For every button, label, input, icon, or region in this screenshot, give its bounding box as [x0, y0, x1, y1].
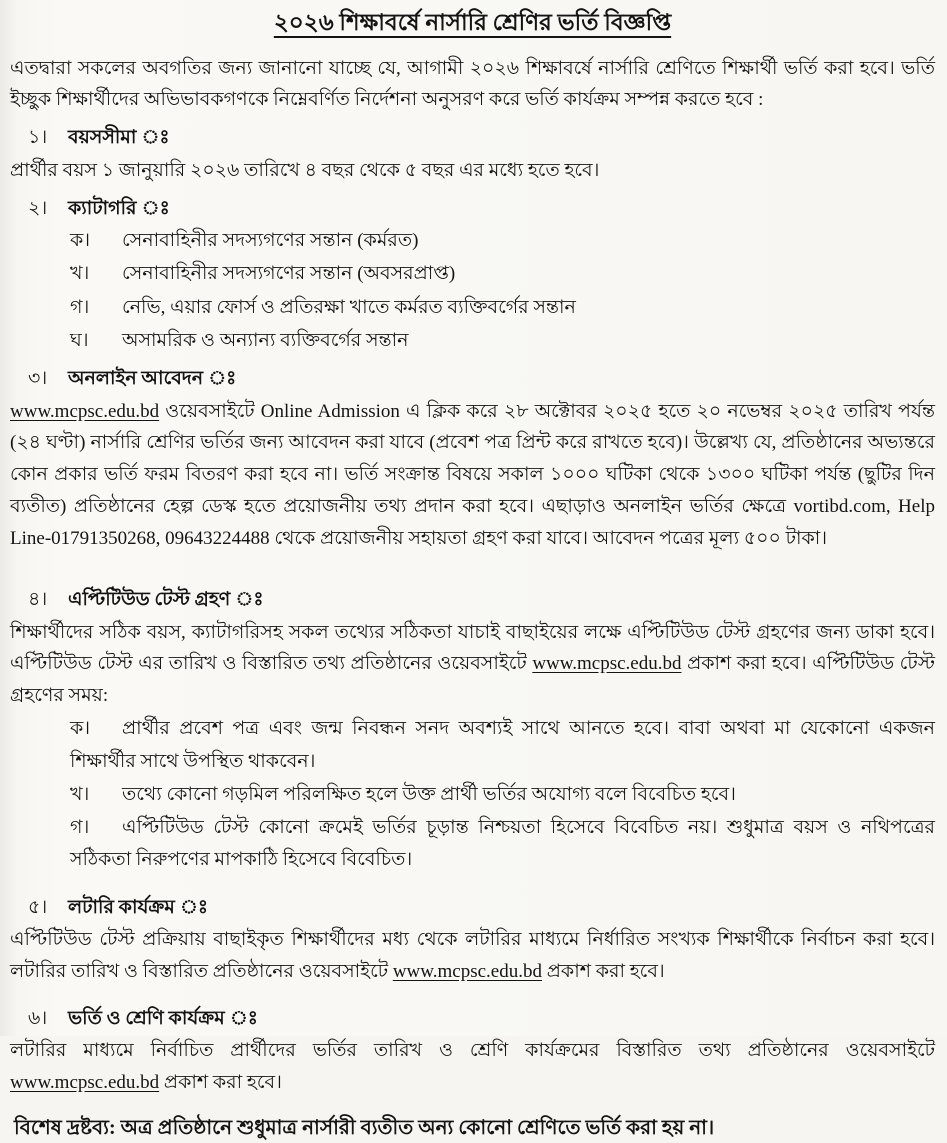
section-4-body-text-before: শিক্ষার্থীদের সঠিক বয়স, ক্যাটাগরিসহ সকল তথ্যের সঠিকতা যাচাই বাছাইয়ের লক্ষে এপ্টিটিউড টেস্ট গ্রহণের জন্য ডাকা হবে। এপ্টিটিউড টেস্ট এর তারিখ ও বিস্তারিত তথ্য প্রতিষ্ঠানের ওয়েবসাইটে [10, 621, 935, 675]
item-text: এপ্টিটিউড টেস্ট কোনো ক্রমেই ভর্তির চূড়ান্ত নিশ্চয়তা হিসেবে বিবেচিত নয়। শুধুমাত্র বয়স ও নথিপত্রের সঠিকতা নিরুপণের মাপকাঠি হিসেবে বিবেচিত। [70, 817, 935, 871]
section-1-number: ১। [28, 127, 48, 149]
section-6-heading-row [10, 1004, 935, 1034]
section-4-heading-row [10, 585, 935, 615]
section-3-heading: অনলাইন আবেদন ঃ [68, 368, 237, 390]
section-3-heading-row [10, 364, 935, 394]
item-text: প্রার্থীর প্রবেশ পত্র এবং জন্ম নিবন্ধন সনদ অবশ্যই সাথে আনতে হবে। বাবা অথবা মা যেকোনো একজন শিক্ষার্থীর সাথে উপস্থিত থাকবেন। [70, 718, 935, 772]
section-4-number: ৪। [28, 589, 48, 611]
section-3-body [10, 396, 935, 556]
section-1-heading-row [10, 123, 935, 153]
section-5-body-text-before: এপ্টিটিউড টেস্ট প্রক্রিয়ায় বাছাইকৃত শিক্ষার্থীদের মধ্য থেকে লটারির মাধ্যমে নির্ধারিত সংখ্যক শিক্ষার্থীকে নির্বাচন করা হবে। লটারির তারিখ ও বিস্তারিত প্রতিষ্ঠানের ওয়েবসাইটে [10, 929, 935, 982]
intro-paragraph: এতদ্বারা সকলের অবগতির জন্য জানানো যাচ্ছে যে, আগামী ২০২৬ শিক্ষাবর্ষে নার্সারি শ্রেণিতে শিক্ষার্থী ভর্তি করা হবে। ভর্তি ইচ্ছুক শিক্ষার্থীদের অভিভাবকগণকে নিম্নেবর্ণিত নির্দেশনা অনুসরণ করে ভর্তি কার্যক্রম সম্পন্ন করতে হবে : [10, 57, 935, 111]
section-3-number: ৩। [28, 368, 48, 390]
section-6-body [10, 1035, 935, 1099]
item-text: তথ্যে কোনো গড়মিল পরিলক্ষিত হলে উক্ত প্রার্থী ভর্তির অযোগ্য বলে বিবেচিত হবে। [122, 783, 736, 805]
website-link: www.mcpsc.edu.bd [392, 961, 542, 982]
category-item [70, 225, 935, 257]
section-4-heading: এপ্টিটিউড টেস্ট গ্রহণ ঃ [68, 589, 264, 611]
category-item [70, 292, 935, 324]
section-gap [10, 989, 935, 997]
section-5-heading-row [10, 893, 935, 923]
section-1-heading: বয়সসীমা ঃ [68, 127, 170, 149]
rule-item [70, 812, 935, 877]
section-2-heading-row [10, 194, 935, 224]
item-marker: ক। [70, 718, 91, 740]
section-5-number: ৫। [28, 896, 48, 918]
page-title [10, 6, 935, 41]
item-marker: ক। [70, 230, 91, 251]
item-text: নেভি, এয়ার ফোর্স ও প্রতিরক্ষা খাতে কর্মরত ব্যক্তিবর্গের সন্তান [122, 296, 576, 318]
category-list [70, 225, 935, 357]
category-item [70, 325, 935, 357]
section-6-body-text-after: প্রকাশ করা হবে। [159, 1072, 282, 1094]
website-link: www.mcpsc.edu.bd [10, 1072, 160, 1094]
rule-item [70, 779, 935, 811]
aptitude-test-rules-list [70, 713, 935, 876]
section-6-number: ৬। [28, 1007, 48, 1029]
website-link: www.mcpsc.edu.bd [10, 400, 160, 422]
website-link: www.mcpsc.edu.bd [532, 653, 682, 675]
item-marker: খ। [70, 783, 90, 805]
special-note: বিশেষ দ্রষ্টব্য: অত্র প্রতিষ্ঠানে শুধুমাত্র নার্সারী ব্যতীত অন্য কোনো শ্রেণিতে ভর্তি করা হয় না। [14, 1117, 715, 1140]
section-1-body: প্রার্থীর বয়স ১ জানুয়ারি ২০২৬ তারিখে ৪ বছর থেকে ৫ বছর এর মধ্যে হতে হবে। [10, 159, 600, 181]
category-item [70, 258, 935, 290]
page-title-text: ২০২৬ শিক্ষাবর্ষে নার্সারি শ্রেণির ভর্তি বিজ্ঞপ্তি [273, 10, 672, 35]
item-marker: খ। [70, 263, 90, 285]
item-text: সেনাবাহিনীর সদস্যগণের সন্তান (অবসরপ্রাপ্ত) [122, 263, 456, 285]
section-5-body [10, 924, 935, 988]
section-4-body-text-after: প্রকাশ করা হবে। এপ্টিটিউড টেস্ট গ্রহণের সময়: [10, 653, 935, 707]
item-marker: গ। [70, 817, 90, 839]
section-6-heading: ভর্তি ও শ্রেণি কার্যক্রম ঃ [68, 1007, 258, 1029]
section-gap [10, 556, 935, 578]
item-marker: ঘ। [70, 329, 89, 351]
item-text: অসামরিক ও অন্যান্য ব্যক্তিবর্গের সন্তান [122, 329, 409, 351]
section-2-heading: ক্যাটাগরি ঃ [68, 197, 170, 219]
section-5-body-text-after: প্রকাশ করা হবে। [541, 961, 665, 982]
item-text: সেনাবাহিনীর সদস্যগণের সন্তান (কর্মরত) [122, 230, 419, 251]
section-5-heading: লটারি কার্যক্রম ঃ [68, 896, 209, 918]
section-gap [10, 878, 935, 886]
section-3-body-text: ওয়েবসাইটে Online Admission এ ক্লিক করে ২৮ অক্টোবর ২০২৫ হতে ২০ নভেম্বর ২০২৫ তারিখ পর্যন্ত (২৪ ঘণ্টা) নার্সারি শ্রেণির ভর্তির জন্য আবেদন করা যাবে (প্রবেশ পত্র প্রিন্ট করে রাখতে হবে)। উল্লেখ্য যে, প্রতিষ্ঠানের অভ্যন্তরে কোন প্রকার ভর্তি ফরম বিতরণ করা হবে না। ভর্তি সংক্রান্ত বিষয়ে সকাল ১০০০ ঘটিকা থেকে ১৩০০ ঘটিকা পর্যন্ত (ছুটির দিন ব্যতীত) প্রতিষ্ঠানের হেল্প ডেস্ক হতে প্রয়োজনীয় তথ্য প্রদান করা হবে। এছাড়াও অনলাইন ভর্তির ক্ষেত্রে vortibd.com, Help Line-01791350268, 09643224488 থেকে প্রয়োজনীয় সহায়তা গ্রহণ করা যাবে। আবেদন পত্রের মূল্য ৫০০ টাকা। [10, 400, 935, 550]
section-6-body-text-before: লটারির মাধ্যমে নির্বাচিত প্রার্থীদের ভর্তির তারিখ ও শ্রেণি কার্যক্রমের বিস্তারিত তথ্য প্রতিষ্ঠানের ওয়েবসাইটে [10, 1040, 935, 1062]
section-2-number: ২। [28, 197, 48, 219]
section-4-body [10, 617, 935, 713]
item-marker: গ। [70, 296, 90, 318]
rule-item [70, 713, 935, 778]
